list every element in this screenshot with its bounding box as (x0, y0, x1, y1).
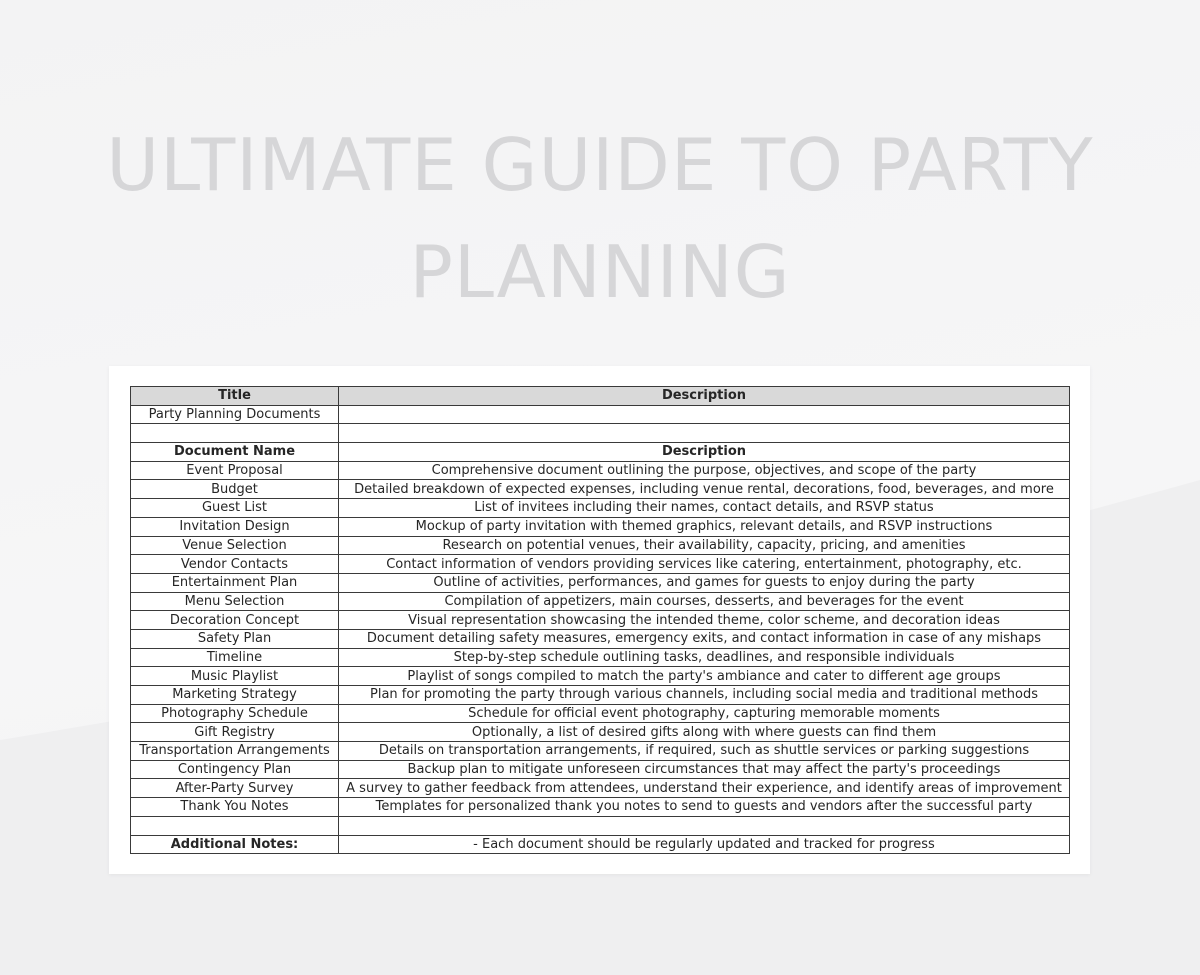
section-title-row (131, 405, 1070, 424)
document-name-cell: Venue Selection (131, 536, 339, 555)
document-name-cell: Photography Schedule (131, 704, 339, 723)
table-header-row (131, 387, 1070, 406)
empty-row (131, 424, 1070, 443)
table-row (131, 779, 1070, 798)
document-description-cell: Optionally, a list of desired gifts along with where guests can find them (339, 723, 1070, 742)
document-name-cell: Decoration Concept (131, 611, 339, 630)
document-description-cell: Contact information of vendors providing services like catering, entertainment, photography, etc. (339, 555, 1070, 574)
document-description-cell: Backup plan to mitigate unforeseen circumstances that may affect the party's proceedings (339, 760, 1070, 779)
document-description-cell: Details on transportation arrangements, if required, such as shuttle services or parking suggestions (339, 742, 1070, 761)
document-description-cell: Schedule for official event photography, capturing memorable moments (339, 704, 1070, 723)
document-name-cell: Marketing Strategy (131, 686, 339, 705)
document-name-cell: Contingency Plan (131, 760, 339, 779)
document-description-cell: Step-by-step schedule outlining tasks, deadlines, and responsible individuals (339, 648, 1070, 667)
empty-cell (131, 424, 339, 443)
notes-text-cell: - Each document should be regularly updated and tracked for progress (339, 835, 1070, 854)
document-name-cell: Vendor Contacts (131, 555, 339, 574)
document-name-cell: Thank You Notes (131, 798, 339, 817)
subheader-document-name-cell: Document Name (131, 443, 339, 462)
empty-cell (339, 816, 1070, 835)
document-description-cell: Outline of activities, performances, and games for guests to enjoy during the party (339, 573, 1070, 592)
page-title (0, 112, 1200, 326)
document-name-cell: Music Playlist (131, 667, 339, 686)
document-description-cell: Mockup of party invitation with themed graphics, relevant details, and RSVP instructions (339, 517, 1070, 536)
header-description-cell: Description (339, 387, 1070, 406)
table-row (131, 480, 1070, 499)
table-row (131, 760, 1070, 779)
document-name-cell: Gift Registry (131, 723, 339, 742)
table-row (131, 499, 1070, 518)
document-description-cell: Templates for personalized thank you notes to send to guests and vendors after the successful party (339, 798, 1070, 817)
document-name-cell: Event Proposal (131, 461, 339, 480)
empty-cell (339, 424, 1070, 443)
document-name-cell: Transportation Arrangements (131, 742, 339, 761)
empty-cell (339, 405, 1070, 424)
subheader-description-cell: Description (339, 443, 1070, 462)
document-description-cell: List of invitees including their names, contact details, and RSVP status (339, 499, 1070, 518)
document-name-cell: Timeline (131, 648, 339, 667)
document-description-cell: Research on potential venues, their availability, capacity, pricing, and amenities (339, 536, 1070, 555)
table-row (131, 611, 1070, 630)
page-title-line-2: PLANNING (409, 230, 791, 314)
table-row (131, 723, 1070, 742)
document-description-cell: Document detailing safety measures, emergency exits, and contact information in case of any mishaps (339, 629, 1070, 648)
table-row (131, 536, 1070, 555)
document-name-cell: Safety Plan (131, 629, 339, 648)
table-row (131, 592, 1070, 611)
document-name-cell: Invitation Design (131, 517, 339, 536)
document-description-cell: Compilation of appetizers, main courses, desserts, and beverages for the event (339, 592, 1070, 611)
table-row (131, 704, 1070, 723)
table-row (131, 798, 1070, 817)
document-description-cell: Plan for promoting the party through various channels, including social media and traditional methods (339, 686, 1070, 705)
document-name-cell: Guest List (131, 499, 339, 518)
document-description-cell: Detailed breakdown of expected expenses, including venue rental, decorations, food, beverages, and more (339, 480, 1070, 499)
notes-label-cell: Additional Notes: (131, 835, 339, 854)
table-row (131, 667, 1070, 686)
table-row (131, 648, 1070, 667)
document-description-cell: Comprehensive document outlining the purpose, objectives, and scope of the party (339, 461, 1070, 480)
table-row (131, 573, 1070, 592)
document-name-cell: Menu Selection (131, 592, 339, 611)
table-row (131, 742, 1070, 761)
documents-table (130, 386, 1070, 854)
table-row (131, 629, 1070, 648)
page-title-line-1: ULTIMATE GUIDE TO PARTY (106, 123, 1094, 207)
document-name-cell: Entertainment Plan (131, 573, 339, 592)
document-name-cell: Budget (131, 480, 339, 499)
table-row (131, 517, 1070, 536)
empty-row (131, 816, 1070, 835)
document-description-cell: A survey to gather feedback from attendees, understand their experience, and identify areas of improvement (339, 779, 1070, 798)
document-name-cell: After-Party Survey (131, 779, 339, 798)
subheader-row (131, 443, 1070, 462)
section-title-cell: Party Planning Documents (131, 405, 339, 424)
header-title-cell: Title (131, 387, 339, 406)
document-description-cell: Visual representation showcasing the intended theme, color scheme, and decoration ideas (339, 611, 1070, 630)
table-row (131, 686, 1070, 705)
spreadsheet-card (109, 366, 1090, 874)
table-row (131, 555, 1070, 574)
empty-cell (131, 816, 339, 835)
document-description-cell: Playlist of songs compiled to match the party's ambiance and cater to different age groups (339, 667, 1070, 686)
notes-row (131, 835, 1070, 854)
table-row (131, 461, 1070, 480)
